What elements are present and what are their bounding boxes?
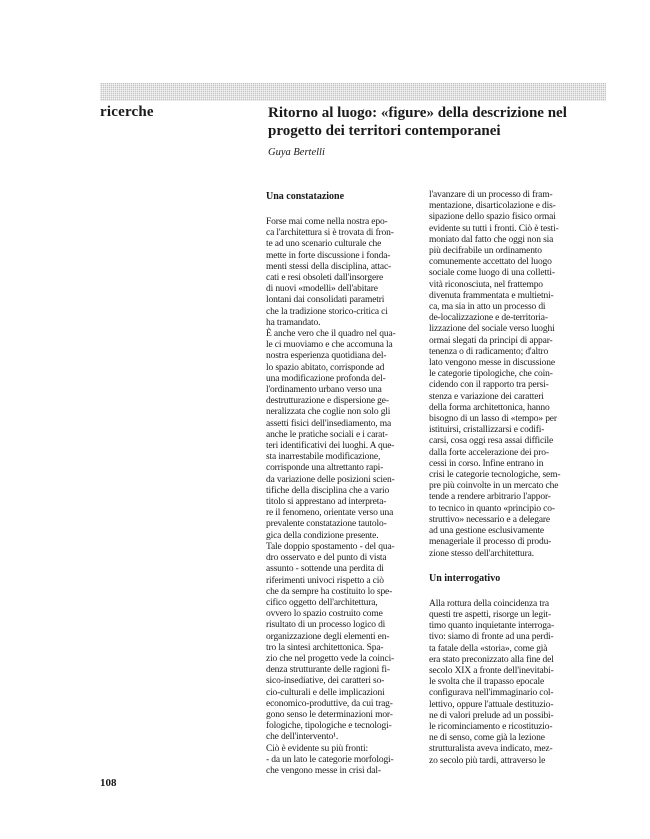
article-author: Guya Bertelli — [268, 147, 325, 158]
paragraph: È anche vero che il quadro nel qua- le ci muoviamo e che accomuna la nostra esperienza quotidiana del- lo spazio abitato, corrisponde ad una modificazione profonda del- l'ordinamento urbano verso una destrutturazione e dispersione ge- neralizzata che coglie non solo gli assetti fisici dell'insediamento, ma anche le pratiche sociali e i carat- teri identificativi dei luoghi. A que- sta inarrestabile modificazione, corrisponde una altrettanto rapi- da variazione delle posizioni scien- tifiche della disciplina che a vario titolo si apprestano ad interpreta- re il fenomeno, orientate verso una prevalente constatazione tautolo- gica della condizione presente. — [266, 329, 396, 541]
text-column-right — [429, 190, 589, 767]
page-number: 108 — [100, 777, 117, 789]
paragraph: Tale doppio spostamento - del qua- dro osservato e del punto di vista assunto - sottende una perdita di riferimenti univoci rispetto a ciò che da sempre ha costituito lo spe- cifico oggetto dell'architettura, ovvero lo spazio costruito come risultato di un processo logico di organizzazione degli elementi en- tro la sintesi architettonica. Spa- zio che nel progetto vede la coinci- denza strutturante delle ragioni fi- sico-insediative, dei caratteri so- cio-culturali e delle implicazioni economico-produttive, da cui trag- gono senso le determinazioni mor- fologiche, tipologiche e tecnologi- che dell'intervento¹. — [266, 541, 395, 743]
paragraph: Alla rottura della coincidenza tra questi tre aspetti, risorge un legit- timo quanto inquietante interroga- tivo: siamo di fronte ad una perdi- ta fatale della «storia», come già era stato preconizzato alla fine del secolo XIX a fronte dell'inevitabi- le svolta che il trapasso epocale configurava nell'immaginario col- lettivo, oppure l'attuale destituzio- ne di valori prelude ad un possibi- le ricominciamento e ricostituzio- ne di senso, come già la lezione strutturalista aveva indicato, mez- zo secolo più tardi, attraverso le — [429, 598, 554, 766]
paragraph: Forse mai come nella nostra epo- ca l'architettura si è trovata di fron- te ad uno scenario culturale che mette in forte discussione i fonda- menti stessi della disciplina, attac- cati e resi obsoleti dall'insorgere di nuovi «modelli» dell'abitare lontani dai consolidati parametri che la tradizione storico-critica ci ha tramandato. — [266, 217, 394, 328]
article-title: Ritorno al luogo: «figure» della descrizione nel progetto dei territori contemporanei — [268, 105, 567, 139]
section-heading-interrogativo: Un interrogativo — [429, 572, 501, 584]
text-column-left — [266, 190, 426, 777]
header-texture-band — [100, 83, 606, 101]
paragraph: l'avanzare di un processo di fram- mentazione, disarticolazione e dis- sipazione dello spazio fisico ormai evidente su tutti i fronti. Ciò è testi- moniato dal fatto che oggi non sia più decifrabile un ordinamento comunemente accettato del luogo sociale come luogo di una colletti- vità riconosciuta, nel frattempo divenuta frammentata e multietni- ca, ma sia in atto un processo di de-localizzazione e de-territoria- lizzazione del sociale verso luoghi ormai slegati da principi di appar- tenenza o di radicamento; d'altro lato vengono messe in discussione le categorie tipologiche, che coin- cidendo con il rapporto tra persi- stenza e variazione dei caratteri della forma architettonica, hanno bisogno di un lasso di «tempo» per istituirsi, cristallizzarsi e codifi- carsi, cosa oggi resa assai difficile dalla forte accelerazione dei pro- cessi in corso. Infine entrano in crisi le categorie tecnologiche, sem- pre più coinvolte in un mercato che tende a rendere arbitrario l'appor- to tecnico in quanto «principio co- struttivo» necessario e a delegare ad una gestione esclusivamente menageriale il processo di produ- zione stesso dell'architettura. — [429, 190, 561, 559]
section-heading-constatazione: Una constatazione — [266, 191, 345, 202]
section-label: ricerche — [100, 104, 154, 120]
paragraph: Ciò è evidente su più fronti: - da un lato le categorie morfologi- che vengono messe in crisi dal- — [266, 743, 394, 776]
